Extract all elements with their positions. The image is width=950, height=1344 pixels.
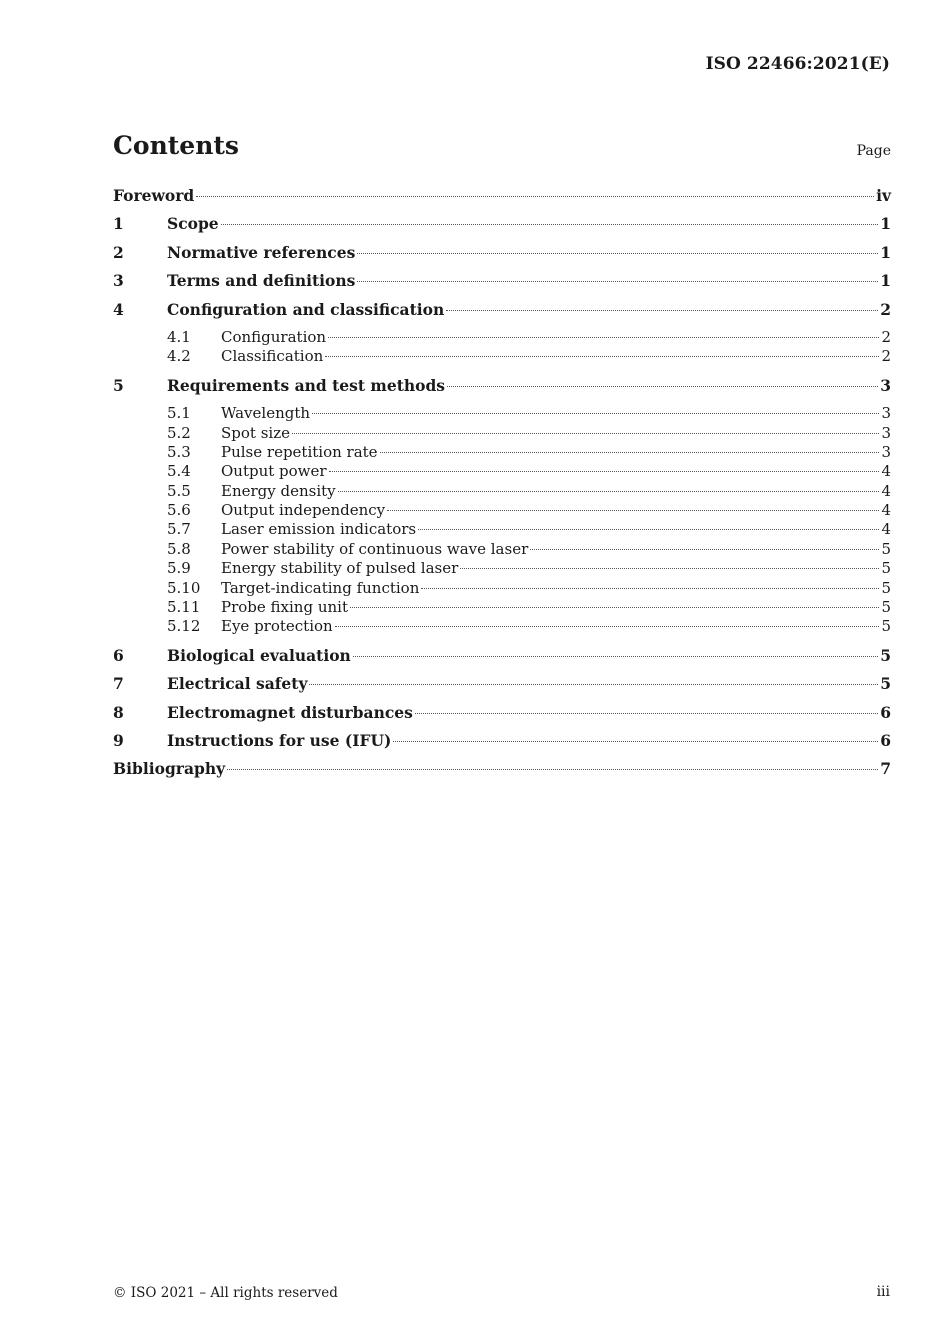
dot-leader bbox=[227, 769, 878, 770]
toc-entry-number: 5.6 bbox=[167, 501, 191, 520]
dot-leader bbox=[393, 741, 878, 742]
toc-entry-title: Normative references bbox=[167, 242, 356, 262]
toc-subentry[interactable] bbox=[113, 424, 891, 443]
toc-entry-title: Probe fixing unit bbox=[221, 598, 348, 617]
dot-leader bbox=[292, 433, 879, 434]
toc-subentry[interactable] bbox=[113, 347, 891, 366]
dot-leader bbox=[335, 626, 880, 627]
toc-entry-page: 5 bbox=[880, 674, 891, 694]
dot-leader bbox=[460, 568, 879, 569]
dot-leader bbox=[196, 196, 874, 197]
toc-entry-page: 2 bbox=[881, 327, 891, 346]
toc-entry-title: Output independency bbox=[221, 501, 386, 520]
toc-entry-page: 4 bbox=[881, 462, 891, 481]
dot-leader bbox=[387, 510, 879, 511]
toc-entry-title: Terms and definitions bbox=[167, 271, 356, 291]
toc-entry-number: 4.2 bbox=[167, 347, 191, 366]
toc-entry-title: Energy density bbox=[221, 481, 336, 500]
toc-entry-number: 5.5 bbox=[167, 481, 191, 500]
toc-entry-page: 6 bbox=[880, 702, 891, 722]
toc-subentry[interactable] bbox=[113, 482, 891, 501]
toc-entry[interactable] bbox=[113, 214, 891, 242]
toc-entry-number: 5.1 bbox=[167, 404, 191, 423]
toc-subentry[interactable] bbox=[113, 520, 891, 539]
toc-entry[interactable] bbox=[113, 243, 891, 271]
toc-subentry[interactable] bbox=[113, 404, 891, 423]
toc-entry-page: 3 bbox=[881, 423, 891, 442]
toc-entry-page: iv bbox=[876, 186, 891, 205]
dot-leader bbox=[357, 281, 878, 282]
toc-entry-number: 5.7 bbox=[167, 520, 191, 539]
toc-entry-number: 5.10 bbox=[167, 578, 201, 597]
toc-entry-title: Classification bbox=[221, 347, 324, 366]
toc-entry-title: Spot size bbox=[221, 423, 290, 442]
toc-entry-number: 5.11 bbox=[167, 598, 201, 617]
toc-entry-title: Biological evaluation bbox=[167, 645, 351, 665]
toc-entry-page: 5 bbox=[881, 598, 891, 617]
dot-leader bbox=[350, 607, 879, 608]
toc-entry-title: Energy stability of pulsed laser bbox=[221, 559, 459, 578]
toc-entry-title: Bibliography bbox=[113, 759, 226, 779]
dot-leader bbox=[329, 471, 880, 472]
toc-entry-title: Output power bbox=[221, 462, 327, 481]
toc-subentry[interactable] bbox=[113, 443, 891, 462]
contents-title: Contents bbox=[113, 131, 240, 160]
toc-entry-number: 7 bbox=[113, 674, 124, 694]
toc-entry[interactable] bbox=[113, 674, 891, 702]
footer-page-number: iii bbox=[876, 1284, 890, 1300]
toc-entry-number: 6 bbox=[113, 645, 124, 665]
dot-leader bbox=[447, 386, 878, 387]
toc-entry-page: 3 bbox=[881, 442, 891, 461]
toc-entry-number: 5.12 bbox=[167, 617, 201, 636]
toc-entry-number: 5.3 bbox=[167, 442, 191, 461]
dot-leader bbox=[353, 656, 878, 657]
toc-entry-title: Target-indicating function bbox=[221, 578, 420, 597]
toc-subentry[interactable] bbox=[113, 501, 891, 520]
dot-leader bbox=[338, 491, 880, 492]
dot-leader bbox=[221, 224, 879, 225]
dot-leader bbox=[357, 253, 878, 254]
toc-entry-page: 5 bbox=[881, 578, 891, 597]
toc-entry-number: 4 bbox=[113, 299, 124, 319]
page-column-label: Page bbox=[856, 143, 891, 159]
toc-entry-title: Instructions for use (IFU) bbox=[167, 730, 392, 750]
toc-entry-title: Eye protection bbox=[221, 617, 333, 636]
toc-entry-number: 1 bbox=[113, 214, 124, 234]
toc-entry-page: 4 bbox=[881, 520, 891, 539]
toc-entry-page: 5 bbox=[881, 539, 891, 558]
toc-entry-page: 7 bbox=[880, 759, 891, 779]
dot-leader bbox=[312, 413, 879, 414]
toc-entry-number: 5 bbox=[113, 375, 124, 395]
toc-subentry[interactable] bbox=[113, 462, 891, 481]
toc-entry-page: 1 bbox=[880, 242, 891, 262]
document-id-header: ISO 22466:2021(E) bbox=[705, 54, 890, 74]
toc-entry-title: Wavelength bbox=[221, 404, 311, 423]
footer-copyright: © ISO 2021 – All rights reserved bbox=[113, 1285, 338, 1301]
toc-entry-page: 3 bbox=[880, 375, 891, 395]
toc-entry-page: 4 bbox=[881, 501, 891, 520]
dot-leader bbox=[415, 713, 878, 714]
toc-subentry[interactable] bbox=[113, 598, 891, 617]
toc-entry[interactable] bbox=[113, 703, 891, 731]
toc-subentry[interactable] bbox=[113, 617, 891, 636]
toc-subentry[interactable] bbox=[113, 328, 891, 347]
dot-leader bbox=[530, 549, 879, 550]
toc-entry-number: 8 bbox=[113, 702, 124, 722]
toc-entry-page: 6 bbox=[880, 730, 891, 750]
toc-entry-page: 5 bbox=[881, 617, 891, 636]
toc-subentry[interactable] bbox=[113, 579, 891, 598]
dot-leader bbox=[328, 337, 879, 338]
dot-leader bbox=[325, 356, 879, 357]
dot-leader bbox=[421, 588, 879, 589]
toc-entry[interactable] bbox=[113, 271, 891, 299]
toc-entry[interactable] bbox=[113, 731, 891, 759]
toc-entry-page: 1 bbox=[880, 271, 891, 291]
toc-entry-title: Requirements and test methods bbox=[167, 375, 446, 395]
toc-entry-page: 5 bbox=[880, 645, 891, 665]
toc-entry-page: 4 bbox=[881, 481, 891, 500]
toc-entry[interactable] bbox=[113, 376, 891, 404]
toc-entry-title: Configuration and classification bbox=[167, 299, 445, 319]
toc-entry-page: 1 bbox=[880, 214, 891, 234]
toc-entry-number: 5.2 bbox=[167, 423, 191, 442]
toc-entry[interactable] bbox=[113, 186, 891, 214]
dot-leader bbox=[309, 684, 878, 685]
toc-entry-title: Power stability of continuous wave laser bbox=[221, 539, 529, 558]
toc-entry-page: 5 bbox=[881, 559, 891, 578]
toc-subentry[interactable] bbox=[113, 559, 891, 578]
toc-entry[interactable] bbox=[113, 759, 891, 787]
toc-entry-number: 4.1 bbox=[167, 327, 191, 346]
toc-entry-page: 3 bbox=[881, 404, 891, 423]
toc-entry-title: Scope bbox=[167, 214, 219, 234]
toc-entry-number: 5.4 bbox=[167, 462, 191, 481]
toc-entry-title: Electrical safety bbox=[167, 674, 308, 694]
toc-entry-title: Foreword bbox=[113, 186, 195, 205]
toc-entry-number: 2 bbox=[113, 242, 124, 262]
toc-entry-number: 5.9 bbox=[167, 559, 191, 578]
toc-entry-title: Laser emission indicators bbox=[221, 520, 417, 539]
toc-entry[interactable] bbox=[113, 646, 891, 674]
dot-leader bbox=[380, 452, 880, 453]
toc-subentry[interactable] bbox=[113, 540, 891, 559]
toc-entry-number: 3 bbox=[113, 271, 124, 291]
dot-leader bbox=[418, 529, 879, 530]
toc-entry-title: Pulse repetition rate bbox=[221, 442, 378, 461]
toc-entry-title: Configuration bbox=[221, 327, 327, 346]
toc-entry-number: 9 bbox=[113, 730, 124, 750]
toc-entry-page: 2 bbox=[881, 347, 891, 366]
toc-entry[interactable] bbox=[113, 300, 891, 328]
toc-entry-number: 5.8 bbox=[167, 539, 191, 558]
table-of-contents bbox=[113, 186, 891, 788]
toc-entry-page: 2 bbox=[880, 299, 891, 319]
dot-leader bbox=[446, 310, 878, 311]
toc-entry-title: Electromagnet disturbances bbox=[167, 702, 413, 722]
